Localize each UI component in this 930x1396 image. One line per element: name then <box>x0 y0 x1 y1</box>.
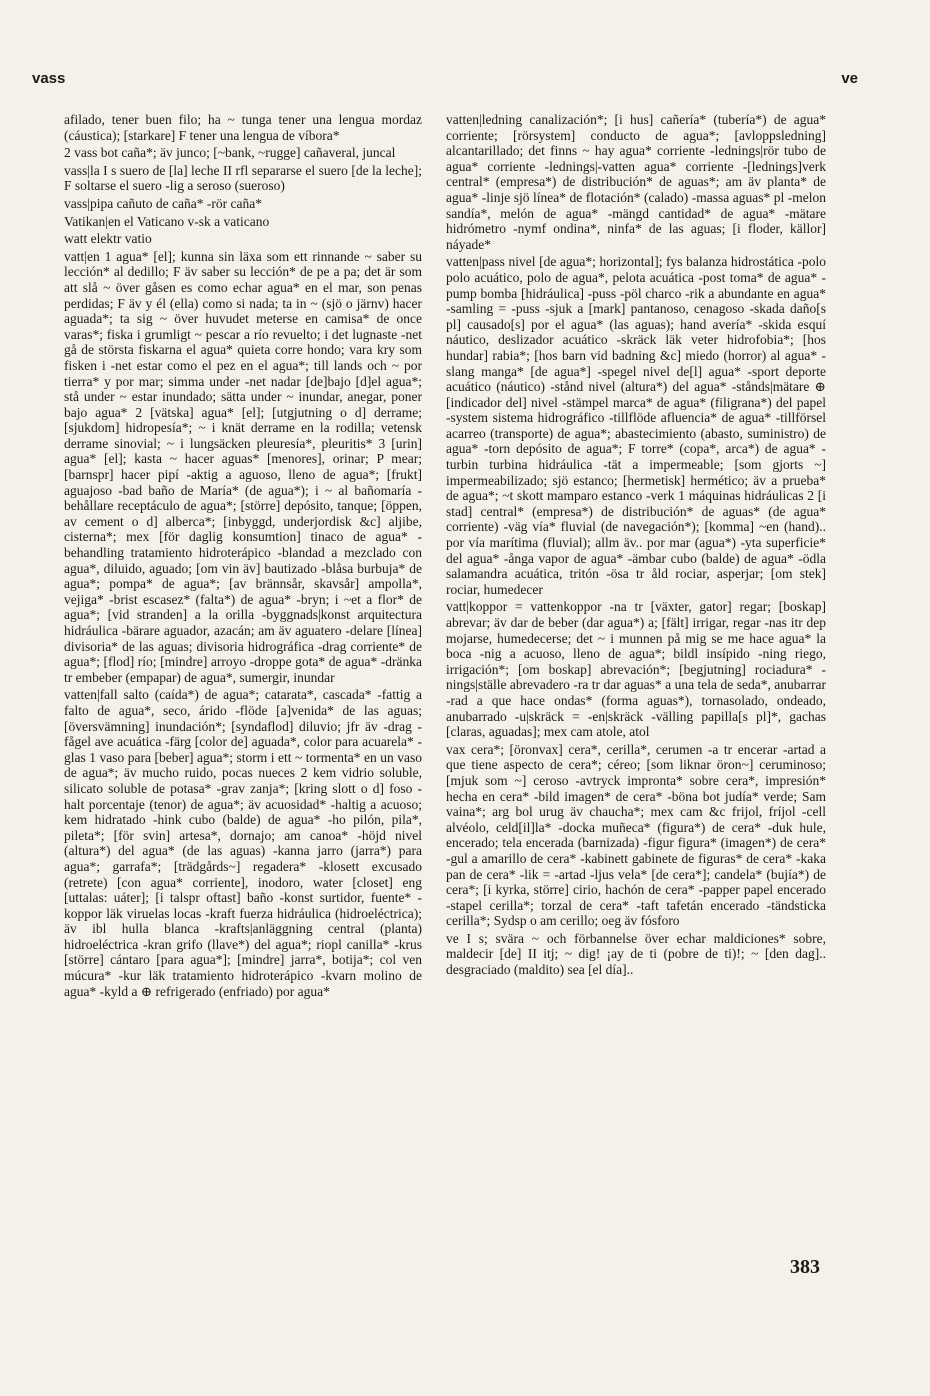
left-guide-word: vass <box>32 70 66 87</box>
dictionary-entry: vatten|pass nivel [de agua*; horizontal]; fys balanza hidrostática -polo polo acuático, polo de agua*, pelota acuática -post toma* de agua* -pump bomba [hidráulica] -puss -pöl charco -rik a abundante en agua* -samling = -puss -sjuk a [mark] pantanoso, cenagoso -skada daño[s pl] causado[s] por el agua* (las aguas); hand avería* -skida esquí náutico, deslizador acuático -skräck läk veter hidrofobia*; [hos hundar] rabia*; [hos barn vid badning &c] miedo (horror) al agua* -slang manga* [de agua*] -spegel nivel de[l] agua* -sport deporte acuático (náutico) -stånd nivel (altura*) del agua* -stånds|mätare ⊕ [indicador del] nivel -stämpel marca* de agua* (filigrana*) del papel -system sistema hidrográfico -tillflöde afluencia* de agua* -tillförsel acarreo (transporte) de agua*; abastecimiento (abasto, suministro) de agua* -torn depósito de agua*; F torre* (copa*, arca*) de agua* -turbin turbina hidráulica -tät a impermeable; [som gjorts ~] impermeabilizado; sjö estanco; [hermetisk] hermético; äv a prueba* de agua*; ~t skott mamparo estanco -verk 1 máquinas hidráulicas 2 [i stad] central* (empresa*) de distribución* de aguas* (de agua* corriente) -väg vía* fluvial (de navegación*); [komma] ~en (hand).. por vía marítima (fluvial); allm äv.. por mar (agua*) -yta superficie* del agua* -ånga vapor de agua* -ämbar cubo (balde) de agua* -ödla salamandra acuática, tritón -ösa tr åld rociar, asperjar; [om stek] rociar, humedecer <box>446 254 826 597</box>
dictionary-entry: ve I s; svära ~ och förbannelse över echar maldiciones* sobre, maldecir [de] II itj; ~ dig! ¡ay de ti (pobre de ti)!; ~ [den dag].. desgraciado (maldito) sea [el día].. <box>446 930 826 978</box>
dictionary-entry: 2 vass bot caña*; äv junco; [~bank, ~rugge] cañaveral, juncal <box>64 145 396 161</box>
dictionary-entry: vatt|koppor = vattenkoppor -na tr [växter, gator] regar; [boskap] abrevar; äv dar de beber (dar agua*) a; [fält] irrigar, regar -nas itr dep mojarse, humedecerse; det ~ i munnen på mig se me hace agua* la boca -nig a acuoso, lleno de agua*; bildl insípido -ning riego, irrigación*; [om boskap] abrevación*; [begjutning] rociadura* -nings|ställe abrevadero -ra tr dar aguas* a una tela de seda*, anubarrar -rad a que hace ondas* (forma aguas*), tornasolado, ondeado, anubarrado -u|skräck = -en|skräck -välling papilla[s pl]*, gachas [claras, aguadas]; mex cam atole, atol <box>446 599 826 740</box>
dictionary-entry: Vatikan|en el Vaticano v-sk a vaticano <box>64 213 270 229</box>
dictionary-entry: vax cera*; [öronvax] cera*, cerilla*, cerumen -a tr encerar -artad a que tiene aspecto de cera*; céreo; [som liknar öron~] ceruminoso; [mjuk som ~] ceroso -avtryck impronta* sobre cera*, impresión* hecha en cera* -bild imagen* de cera* -böna bot judía* verde; Sam vaina*; arg bol urug äv chaucha*; mex cam &c frijol, fríjol -cell alvéolo, celd[il]la* -docka muñeca* (figura*) de cera* -duk hule, encerado; tela encerada (barnizada) -figur figura* (imagen*) de cera* -gul a amarillo de cera* -kabinett gabinete de figuras* de cera* -kaka pan de cera* -lik = -artad -ljus vela* [de cera*]; candela* (bujía*) de cera*; [i kyrka, större] cirio, hachón de cera* -papper papel encerado -stapel cerilla*; torzal de cera* -taft tafetán encerado -tändsticka cerilla*; Sydsp o am cerillo; oeg äv fósforo <box>446 741 826 929</box>
running-header <box>0 70 930 94</box>
dictionary-entry: vatt|en 1 agua* [el]; kunna sin läxa som ett rinnande ~ saber su lección* al dedillo; F äv saber su lección* de pe a pa; det är som att slå ~ över gåsen es como echar agua* en el mar, son penas perdidas; F äv y él (ella) como si nada; ta in ~ (sjö o järnv) hacer aguada*; ta sig ~ över huvudet meterse en camisa* de once varas*; fiska i grumligt ~ pescar a río revuelto; i det lugnaste -net gå de största fiskarna el agua* quieta corre hondo; vara kry som fisken i -net estar como el pez en el agua*; till lands och ~ por tierra* y por mar; simma under -net nadar [de]bajo [d]el agua*; stå under ~ estar inundado; sätta under ~ inundar, anegar, poner bajo agua* 2 [vätska] agua* [el]; [utgjutning o d] derrame; [sjukdom] hidropesía*; ~ i knät derrame en la rodilla; vetensk derrame sinovial; ~ i lungsäcken pleuresía*, pleuritis* 3 [urin] agua* [el]; kasta ~ hacer aguas* [menores], orinar; P mear; [barnspr] hacer pipí -aktig a aguoso, lleno de agua*; [frukt] aguajoso -bad baño de María* (de agua*); i ~ al bañomaría -behållare receptáculo de agua*; [större] depósito, tanque; [öppen, av cement o d] alberca*; [inbyggd, underjordisk &c] aljibe, cisterna*; mex [för daglig konsumtion] tinaco de agua* -behandling tratamiento hidroterápico -blandad a mezclado con agua*, diluido, aguado; [om vin äv] bautizado -blåsa burbuja* de agua*; pompa* de agua*; [av brännsår, skavsår] ampolla*, vejiga* -brist escasez* (falta*) de agua* -bryn; i ~et a flor* de agua*; [vid stranden] a la orilla -byggnads|konst arquitectura hidráulica -bärare aguador, azacán; am äv aguatero -delare [línea] divisoria* de las aguas; divisoria hidrográfica -drag corriente* de agua*; [flod] río; [mindre] arroyo -droppe gota* de agua* -dränka tr embeber (empapar) de agua*, sumergir, inundar <box>64 248 422 685</box>
dictionary-entry: vass|la I s suero de [la] leche II rfl separarse el suero [de la leche]; F soltarse el suero -lig a seroso (sueroso) <box>64 162 422 194</box>
dictionary-entry: watt elektr vatio <box>64 231 152 247</box>
left-column <box>64 112 422 1252</box>
dictionary-entry: vass|pipa cañuto de caña* -rör caña* <box>64 195 262 211</box>
dictionary-entry: afilado, tener buen filo; ha ~ tunga tener una lengua mordaz (cáustica); [starkare] F tener una lengua de víbora* <box>64 112 422 143</box>
dictionary-entry: vatten|ledning canalización*; [i hus] cañería* (tubería*) de agua* corriente; [rörsystem] conducto de agua*; [avloppsledning] alcantarillado; det finns ~ hay agua* corriente -lednings|rör tubo de agua* corriente -lednings|-vatten agua* corriente -[lednings]verk central* (empresa*) de distribución* de aguas*; am äv planta* de agua* -linje sjö línea* de flotación* (calado) -massa aguas* pl -melon sandía*, melón de agua* -mängd cantidad* de agua* -mätare hidrómetro -nymf ondina*, ninfa* de las aguas; [i floder, källor] náyade* <box>446 112 826 252</box>
page-number: 383 <box>790 1256 820 1278</box>
right-column <box>446 112 826 1262</box>
dictionary-entry: vatten|fall salto (caída*) de agua*; catarata*, cascada* -fattig a falto de agua*, seco, árido -flöde [a]venida* de las aguas; [översvämning] inundación*; [syndaflod] diluvio; jfr äv -drag -fågel ave acuática -färg [color de] aguada*, color para acuarela* -glas 1 vaso para [beber] agua*; storm i ett ~ tormenta* en un vaso de agua*; äv mucho ruido, pocas nueces 2 kem vidrio soluble, silicato soluble de potasa* -grav zanja*; [kring slott o d] foso -halt porcentaje (tenor) de agua*; äv acuosidad* -haltig a acuoso; kem hidratado -hink cubo (balde) de agua* -ho pilón, pila*, pileta*; [för svin] artesa*, dornajo; am canoa* -höjd nivel (altura*) del agua* (de las aguas) -kanna jarro (jarra*) para agua*; garrafa*; [trädgårds~] regadera* -klosett excusado (retrete) [con agua* corriente], inodoro, water [closet] eng [uttalas: uáter]; [i talspr oftast] baño -konst surtidor, fuente* -koppor läk viruelas locas -kraft fuerza hidráulica (hidroeléctrica); äv ibl hulla blanca -krafts|anläggning central (planta) hidroeléctrica -kran grifo (llave*) del agua*; riopl canilla* -krus [större] cántaro [para agua*]; [mindre] jarra*, botija*; col ven múcura* -kur läk tratamiento hidroterápico -kvarn molino de agua* -kyld a ⊕ refrigerado (enfriado) por agua* <box>64 687 422 999</box>
right-guide-word: ve <box>841 70 858 87</box>
